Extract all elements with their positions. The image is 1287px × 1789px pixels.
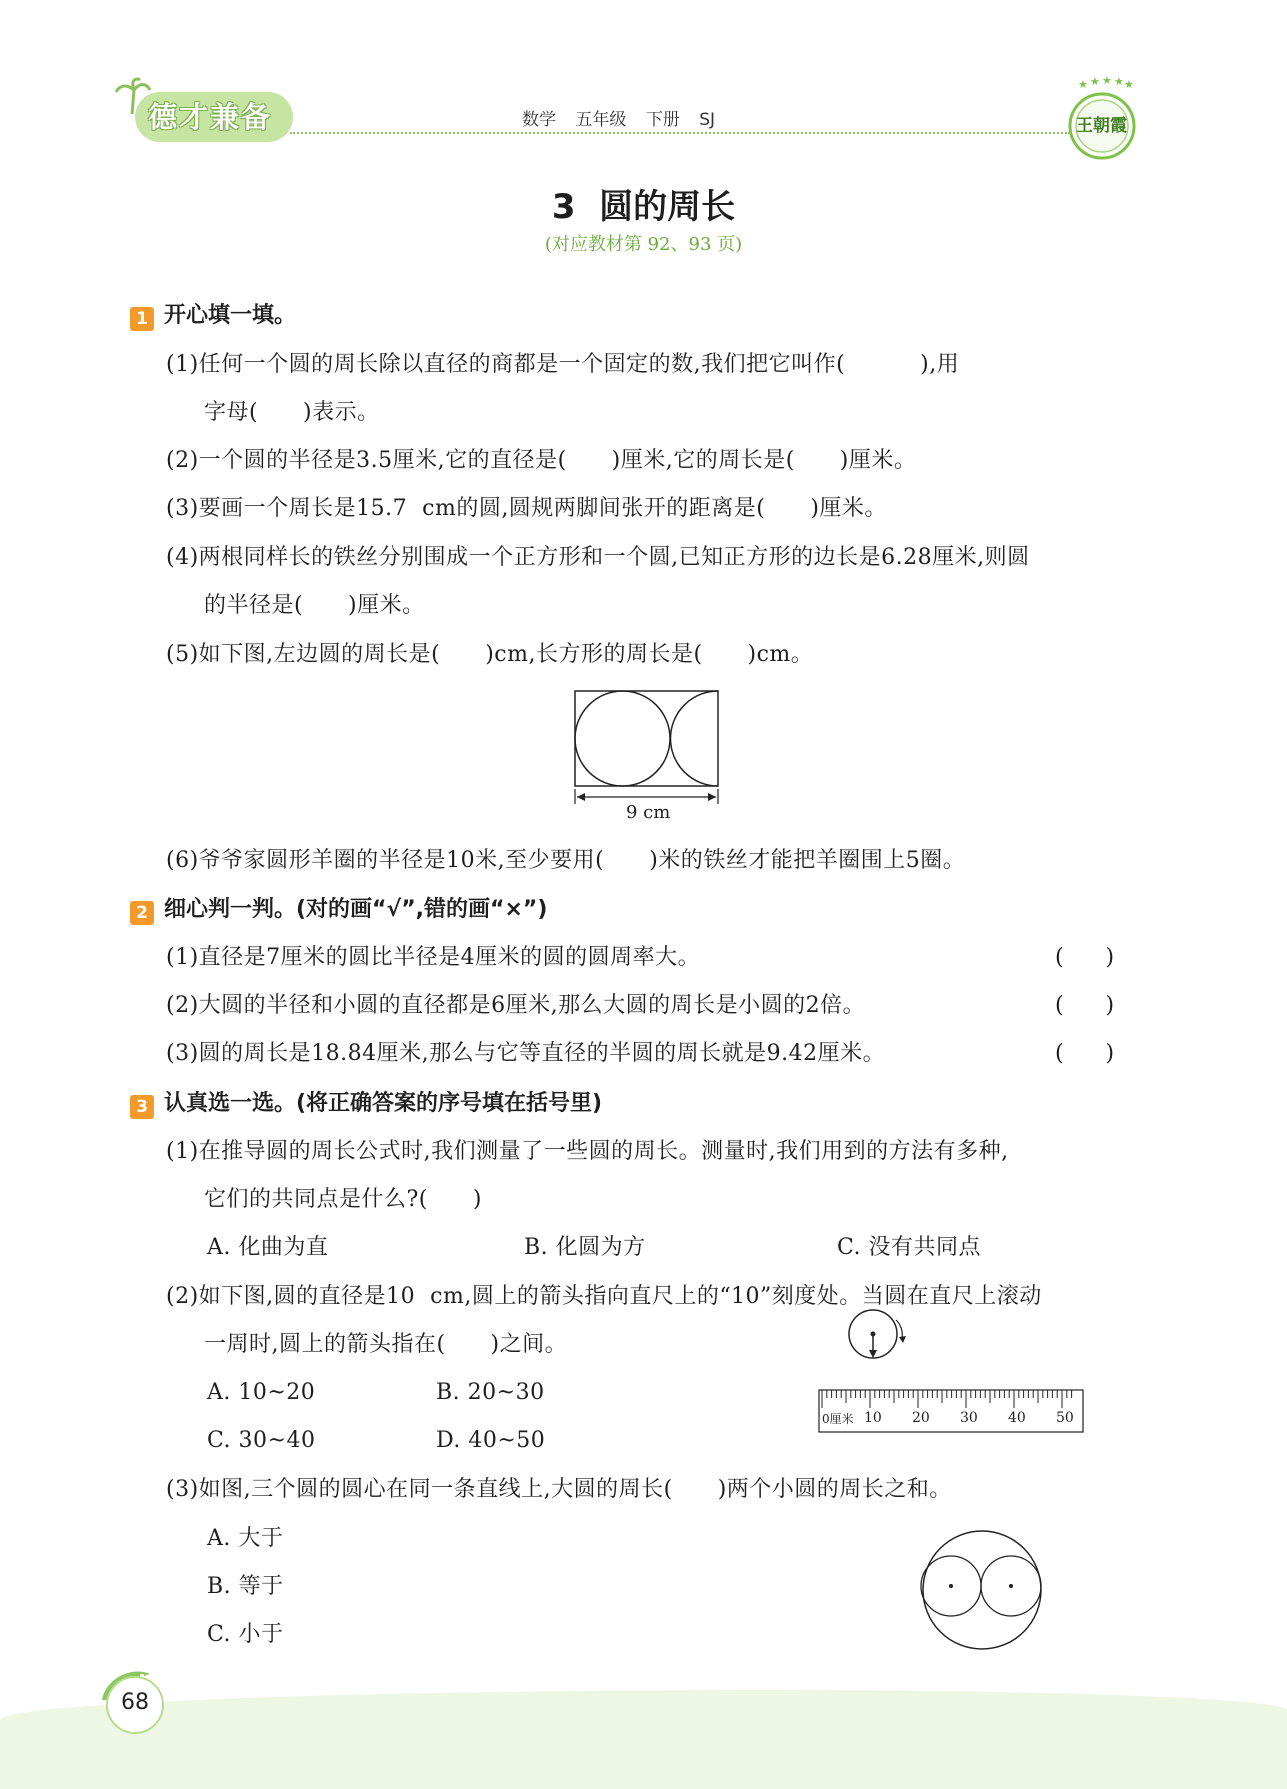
section1-heading <box>130 302 296 331</box>
section2-number: 2 <box>130 901 154 925</box>
s3-q2-option-c: C. 30~40 <box>207 1428 316 1453</box>
s1-q1-line2: 字母( )表示。 <box>204 400 380 425</box>
section2-heading-text: 细心判一判。(对的画“√”,错的画“×”) <box>164 897 548 922</box>
s1-q2: (2)一个圆的半径是3.5厘米,它的直径是( )厘米,它的周长是( )厘米。 <box>166 448 917 473</box>
figure-rectangle <box>575 691 718 786</box>
ruler-figure <box>814 1304 1090 1434</box>
s2-item3-paren[interactable]: ( ) <box>1055 1041 1115 1066</box>
header <box>0 0 1287 150</box>
s1-q6: (6)爷爷家圆形羊圈的半径是10米,至少要用( )米的铁丝才能把羊圈围上5圈。 <box>166 848 966 873</box>
s3-q3-option-b: B. 等于 <box>207 1574 284 1599</box>
s3-q1-line2: 它们的共同点是什么?( ) <box>204 1187 482 1212</box>
section1-heading-text: 开心填一填。 <box>164 303 297 328</box>
footer-band <box>0 1690 1287 1789</box>
header-edition: SJ <box>699 110 716 130</box>
section3-heading-text: 认真选一选。(将正确答案的序号填在括号里) <box>164 1091 603 1116</box>
s3-q1-line1: (1)在推导圆的周长公式时,我们测量了一些圆的周长。测量时,我们用到的方法有多种, <box>166 1139 1009 1164</box>
figure-left-circle <box>575 691 670 786</box>
page-title: 3 圆的周长 <box>551 187 736 227</box>
svg-text:★: ★ <box>1078 78 1088 91</box>
svg-text:★: ★ <box>1114 76 1124 88</box>
ruler-label-10: 10 <box>864 1410 882 1426</box>
s3-q2-option-d: D. 40~50 <box>436 1428 546 1453</box>
ruler-label-0: 0厘米 <box>822 1412 854 1426</box>
header-subject: 数学 <box>522 110 556 130</box>
s2-item2-paren[interactable]: ( ) <box>1055 993 1115 1018</box>
header-volume: 下册 <box>645 110 680 130</box>
s2-item1: (1)直径是7厘米的圆比半径是4厘米的圆的圆周率大。 <box>166 945 701 970</box>
s3-q2-option-b: B. 20~30 <box>436 1380 545 1405</box>
s3-q2-line2: 一周时,圆上的箭头指在( )之间。 <box>204 1332 568 1357</box>
s2-item3: (3)圆的周长是18.84厘米,那么与它等直径的半圆的周长就是9.42厘米。 <box>166 1041 886 1066</box>
s1-q1-line1: (1)任何一个圆的周长除以直径的商都是一个固定的数,我们把它叫作( ),用 <box>166 352 960 377</box>
s1-q5: (5)如下图,左边圆的周长是( )cm,长方形的周长是( )cm。 <box>166 642 814 667</box>
s3-q1-option-c: C. 没有共同点 <box>837 1235 982 1260</box>
svg-text:★: ★ <box>1124 78 1134 91</box>
header-grade: 五年级 <box>575 110 627 130</box>
section1-number: 1 <box>130 307 154 331</box>
figure-right-arc <box>671 691 719 786</box>
ruler-label-50: 50 <box>1056 1410 1074 1426</box>
header-info <box>522 108 715 132</box>
header-dotted-line <box>290 132 1070 134</box>
ruler-label-20: 20 <box>912 1410 930 1426</box>
s3-q3-option-c: C. 小于 <box>207 1622 284 1647</box>
svg-text:★: ★ <box>1102 76 1112 87</box>
s1-q3: (3)要画一个周长是15.7 cm的圆,圆规两脚间张开的距离是( )厘米。 <box>166 496 887 521</box>
s3-q2-line1: (2)如下图,圆的直径是10 cm,圆上的箭头指向直尺上的“10”刻度处。当圆在直尺上滚动 <box>166 1284 1042 1309</box>
s2-item2: (2)大圆的半径和小圆的直径都是6厘米,那么大圆的周长是小圆的2倍。 <box>166 993 866 1018</box>
ruler-body <box>819 1390 1083 1432</box>
s2-item1-paren[interactable]: ( ) <box>1055 945 1115 970</box>
page-subtitle: (对应教材第 92、93 页) <box>544 234 743 255</box>
logo-text: 德才兼备 <box>148 100 273 134</box>
ruler-label-30: 30 <box>960 1410 978 1426</box>
s1-q4-line2: 的半径是( )厘米。 <box>204 593 425 618</box>
page-number: 68 <box>121 1690 149 1715</box>
seal-name: 王朝霞 <box>1076 116 1127 136</box>
s1-q4-line1: (4)两根同样长的铁丝分别围成一个正方形和一个圆,已知正方形的边长是6.28厘米,则圆 <box>166 545 1030 570</box>
section3-heading <box>130 1090 602 1119</box>
svg-text:★: ★ <box>1090 76 1100 88</box>
ruler-label-40: 40 <box>1008 1410 1026 1426</box>
big-circle <box>923 1531 1041 1649</box>
s3-q2-option-a: A. 10~20 <box>207 1380 316 1405</box>
rectangle-circles-figure <box>570 688 722 816</box>
s3-q1-option-a: A. 化曲为直 <box>207 1235 329 1260</box>
three-circles-figure <box>918 1528 1046 1652</box>
s3-q3-option-a: A. 大于 <box>207 1526 284 1551</box>
section2-heading <box>130 896 547 925</box>
s3-q3-line1: (3)如图,三个圆的圆心在同一条直线上,大圆的周长( )两个小圆的周长之和。 <box>166 1477 952 1502</box>
figure-width-label: 9 cm <box>626 802 671 823</box>
s3-q1-option-b: B. 化圆为方 <box>524 1235 646 1260</box>
section3-number: 3 <box>130 1095 154 1119</box>
